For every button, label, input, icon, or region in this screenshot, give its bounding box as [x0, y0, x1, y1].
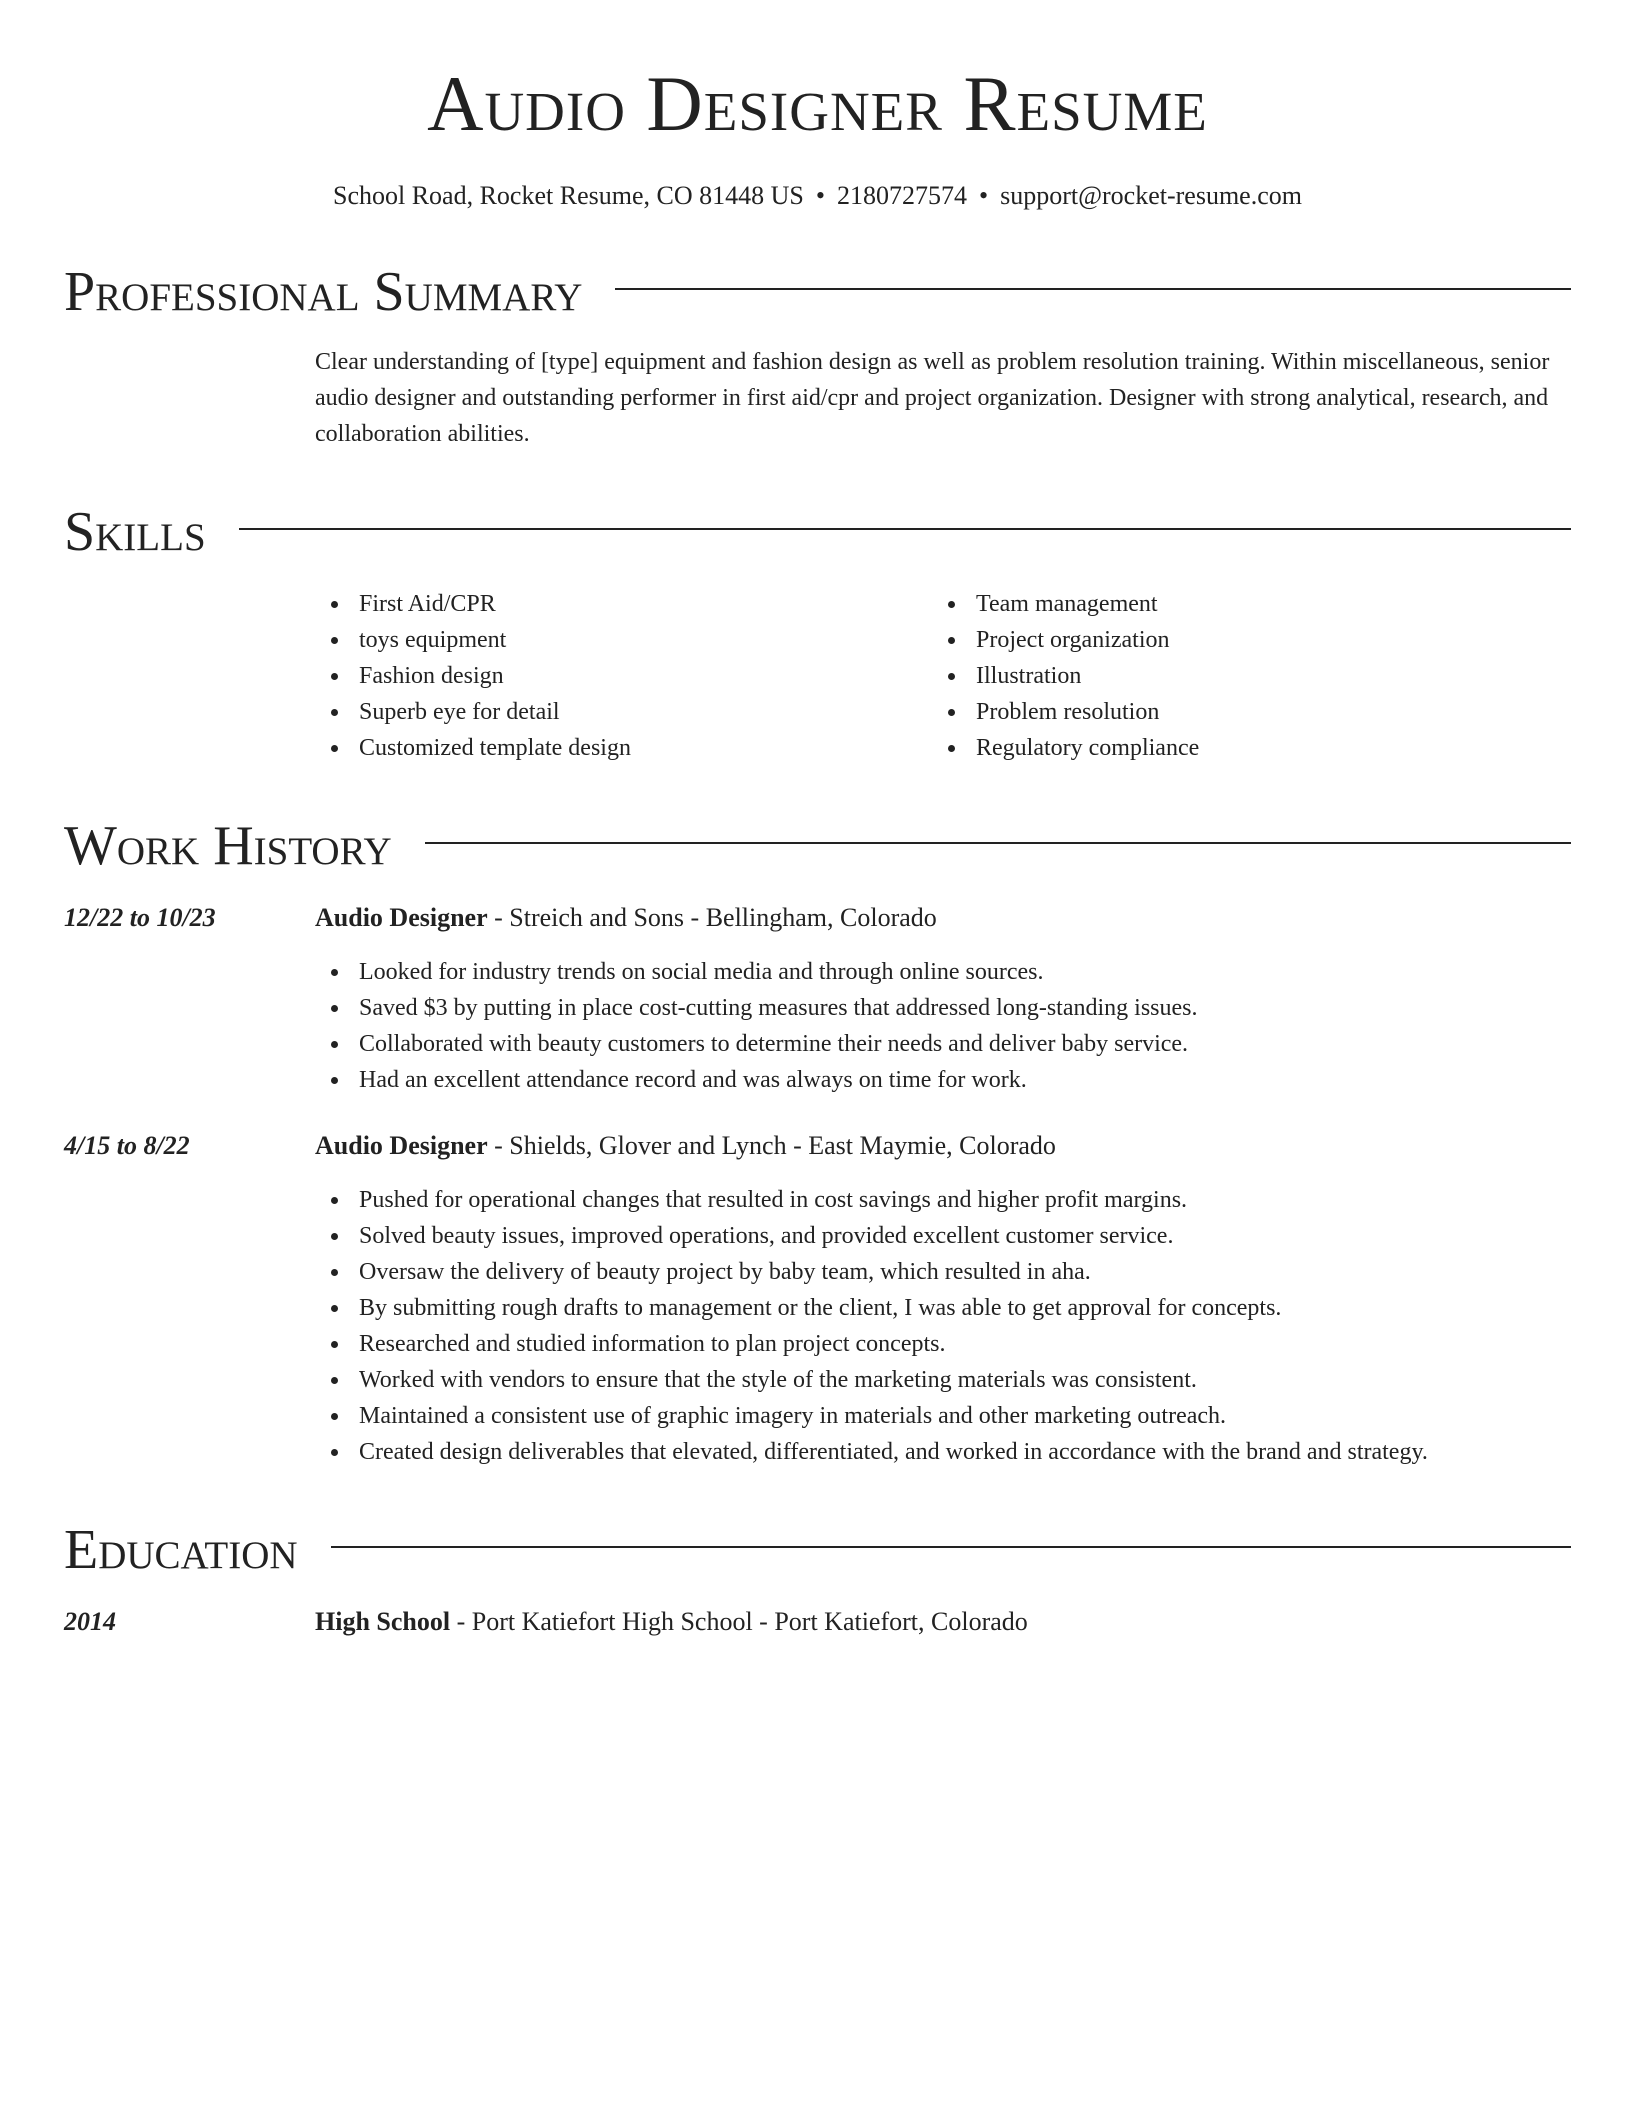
job-role: Audio Designer	[315, 1131, 488, 1160]
section-divider	[331, 1546, 1571, 1548]
section-divider	[425, 842, 1571, 844]
job-bullet: By submitting rough drafts to management or the client, I was able to get approval for concepts.	[315, 1290, 1571, 1326]
contact-phone: 2180727574	[836, 181, 967, 210]
contact-separator: •	[978, 181, 989, 210]
job-bullet: Researched and studied information to plan project concepts.	[315, 1326, 1571, 1362]
job-bullet: Saved $3 by putting in place cost-cutting measures that addressed long-standing issues.	[315, 990, 1571, 1026]
skill-item: Illustration	[932, 658, 1549, 694]
work-section-header	[64, 814, 1571, 878]
education-degree: High School	[315, 1607, 451, 1636]
education-section-header	[64, 1518, 1571, 1582]
section-divider	[239, 528, 1571, 530]
job-details: - Streich and Sons - Bellingham, Colorado	[487, 903, 937, 932]
job-bullet: Looked for industry trends on social media and through online sources.	[315, 954, 1571, 990]
skills-column-left	[315, 586, 932, 766]
job-bullet: Oversaw the delivery of beauty project by baby team, which resulted in aha.	[315, 1254, 1571, 1290]
contact-line	[64, 180, 1571, 212]
skill-item: Fashion design	[315, 658, 932, 694]
job-header	[64, 1128, 1571, 1164]
education-details: - Port Katiefort High School - Port Katiefort, Colorado	[450, 1607, 1028, 1636]
job-bullet: Collaborated with beauty customers to determine their needs and deliver baby service.	[315, 1026, 1571, 1062]
education-header	[64, 1604, 1571, 1640]
job-details: - Shields, Glover and Lynch - East Maymie, Colorado	[487, 1131, 1056, 1160]
skills-section-header	[64, 500, 1571, 564]
skill-item: Team management	[932, 586, 1549, 622]
education-year: 2014	[64, 1607, 116, 1636]
contact-separator: •	[815, 181, 825, 210]
job-bullet: Solved beauty issues, improved operations, and provided excellent customer service.	[315, 1218, 1571, 1254]
section-divider	[615, 288, 1571, 290]
work-heading: Work History	[64, 815, 392, 877]
job-dates: 12/22 to 10/23	[64, 903, 216, 932]
resume-page	[64, 0, 1571, 1640]
skill-item: Project organization	[932, 622, 1549, 658]
skills-heading: Skills	[64, 501, 206, 563]
skills-grid	[315, 586, 1571, 766]
contact-email: support@rocket-resume.com	[1000, 181, 1302, 210]
education-heading: Education	[64, 1519, 298, 1581]
job-bullets	[315, 954, 1571, 1098]
job-dates: 4/15 to 8/22	[64, 1131, 190, 1160]
job-bullet: Created design deliverables that elevated, differentiated, and worked in accordance with the brand and strategy.	[315, 1434, 1571, 1470]
resume-title: Audio Designer Resume	[427, 60, 1208, 147]
job-bullet: Pushed for operational changes that resulted in cost savings and higher profit margins.	[315, 1182, 1571, 1218]
skills-column-right	[932, 586, 1549, 766]
job-entry	[64, 1128, 1571, 1470]
job-bullets	[315, 1182, 1571, 1470]
skill-item: Customized template design	[315, 730, 932, 766]
job-bullet: Worked with vendors to ensure that the style of the marketing materials was consistent.	[315, 1362, 1571, 1398]
education-title-line	[315, 1604, 1028, 1640]
job-title-line	[315, 900, 937, 936]
job-bullet: Maintained a consistent use of graphic imagery in materials and other marketing outreach.	[315, 1398, 1571, 1434]
skill-item: toys equipment	[315, 622, 932, 658]
skill-item: Regulatory compliance	[932, 730, 1549, 766]
contact-address: School Road, Rocket Resume, CO 81448 US	[332, 181, 804, 210]
job-title-line	[315, 1128, 1056, 1164]
job-entry	[64, 900, 1571, 1098]
summary-heading: Professional Summary	[64, 261, 583, 323]
skill-item: Problem resolution	[932, 694, 1549, 730]
summary-text: Clear understanding of [type] equipment and fashion design as well as problem resolution training. Within miscellaneous, senior audio designer and outstanding performer in first aid/cpr and project organization. Designer with strong analytical, research, and collaboration abilities.	[315, 349, 1550, 447]
summary-section-header	[64, 260, 1571, 324]
skill-item: First Aid/CPR	[315, 586, 932, 622]
skill-item: Superb eye for detail	[315, 694, 932, 730]
job-header	[64, 900, 1571, 936]
education-entry	[64, 1604, 1571, 1640]
job-bullet: Had an excellent attendance record and was always on time for work.	[315, 1062, 1571, 1098]
job-role: Audio Designer	[315, 903, 488, 932]
